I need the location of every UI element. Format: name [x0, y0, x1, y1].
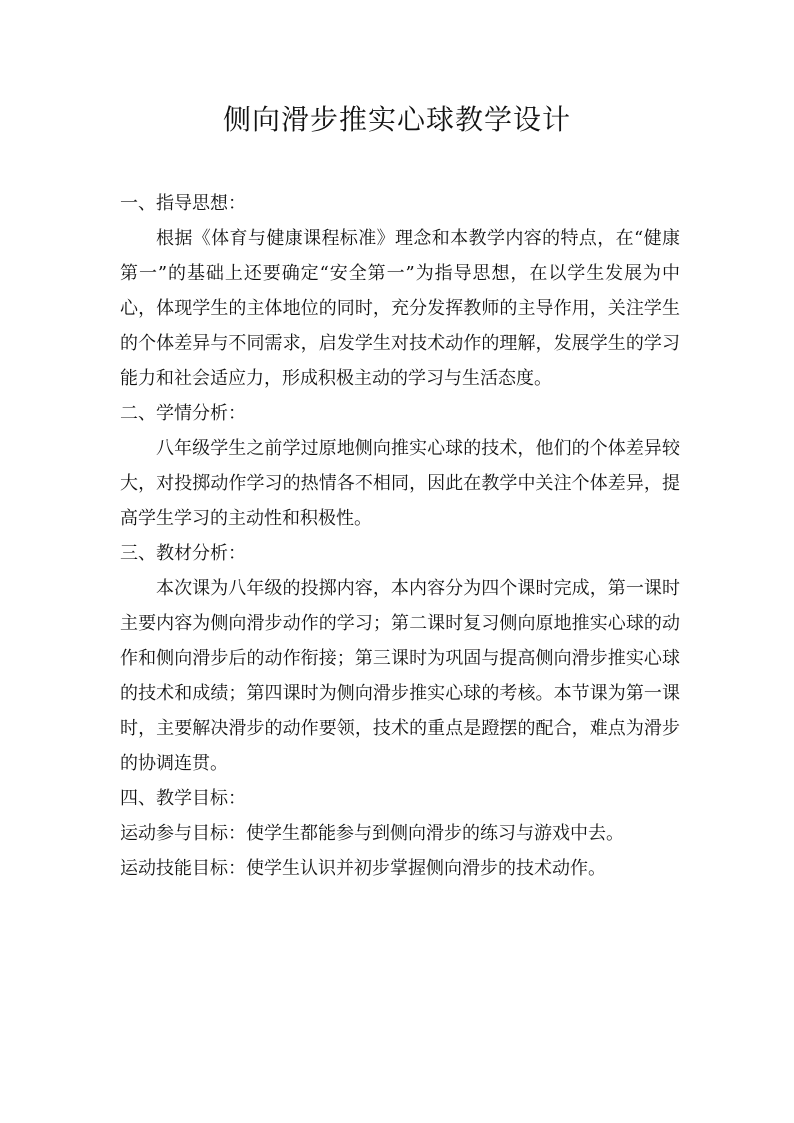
section-paragraph: 本次课为八年级的投掷内容，本内容分为四个课时完成，第一课时主要内容为侧向滑步动作的学习；第二课时复习侧向原地推实心球的动作和侧向滑步后的动作衔接；第三课时为巩固与提高侧向滑步推实心球的技术和成绩；第四课时为侧向滑步推实心球的考核。本节课为第一课时，主要解决滑步的动作要领，技术的重点是蹬摆的配合，难点为滑步的协调连贯。	[120, 578, 680, 774]
section-heading: 四、教学目标：	[120, 788, 246, 809]
section-student-analysis	[120, 396, 680, 536]
document-body	[120, 186, 680, 886]
objective-line: 运动技能目标：使学生认识并初步掌握侧向滑步的技术动作。	[120, 858, 606, 879]
section-paragraph: 根据《体育与健康课程标准》理念和本教学内容的特点，在“健康第一”的基础上还要确定“安全第一”为指导思想，在以学生发展为中心，体现学生的主体地位的同时，充分发挥教师的主导作用，关注学生的个体差异与不同需求，启发学生对技术动作的理解，发展学生的学习能力和社会适应力，形成积极主动的学习与生活态度。	[120, 228, 680, 389]
section-teaching-objectives	[120, 781, 680, 886]
section-heading: 二、学情分析：	[120, 403, 246, 424]
section-paragraph: 八年级学生之前学过原地侧向推实心球的技术，他们的个体差异较大，对投掷动作学习的热情各不相同，因此在教学中关注个体差异，提高学生学习的主动性和积极性。	[120, 438, 680, 529]
section-material-analysis	[120, 536, 680, 781]
objective-line: 运动参与目标：使学生都能参与到侧向滑步的练习与游戏中去。	[120, 823, 624, 844]
document-title: 侧向滑步推实心球教学设计	[222, 103, 571, 136]
section-guiding-ideology	[120, 186, 680, 396]
section-heading: 三、教材分析：	[120, 543, 246, 564]
section-heading: 一、指导思想：	[120, 193, 246, 214]
